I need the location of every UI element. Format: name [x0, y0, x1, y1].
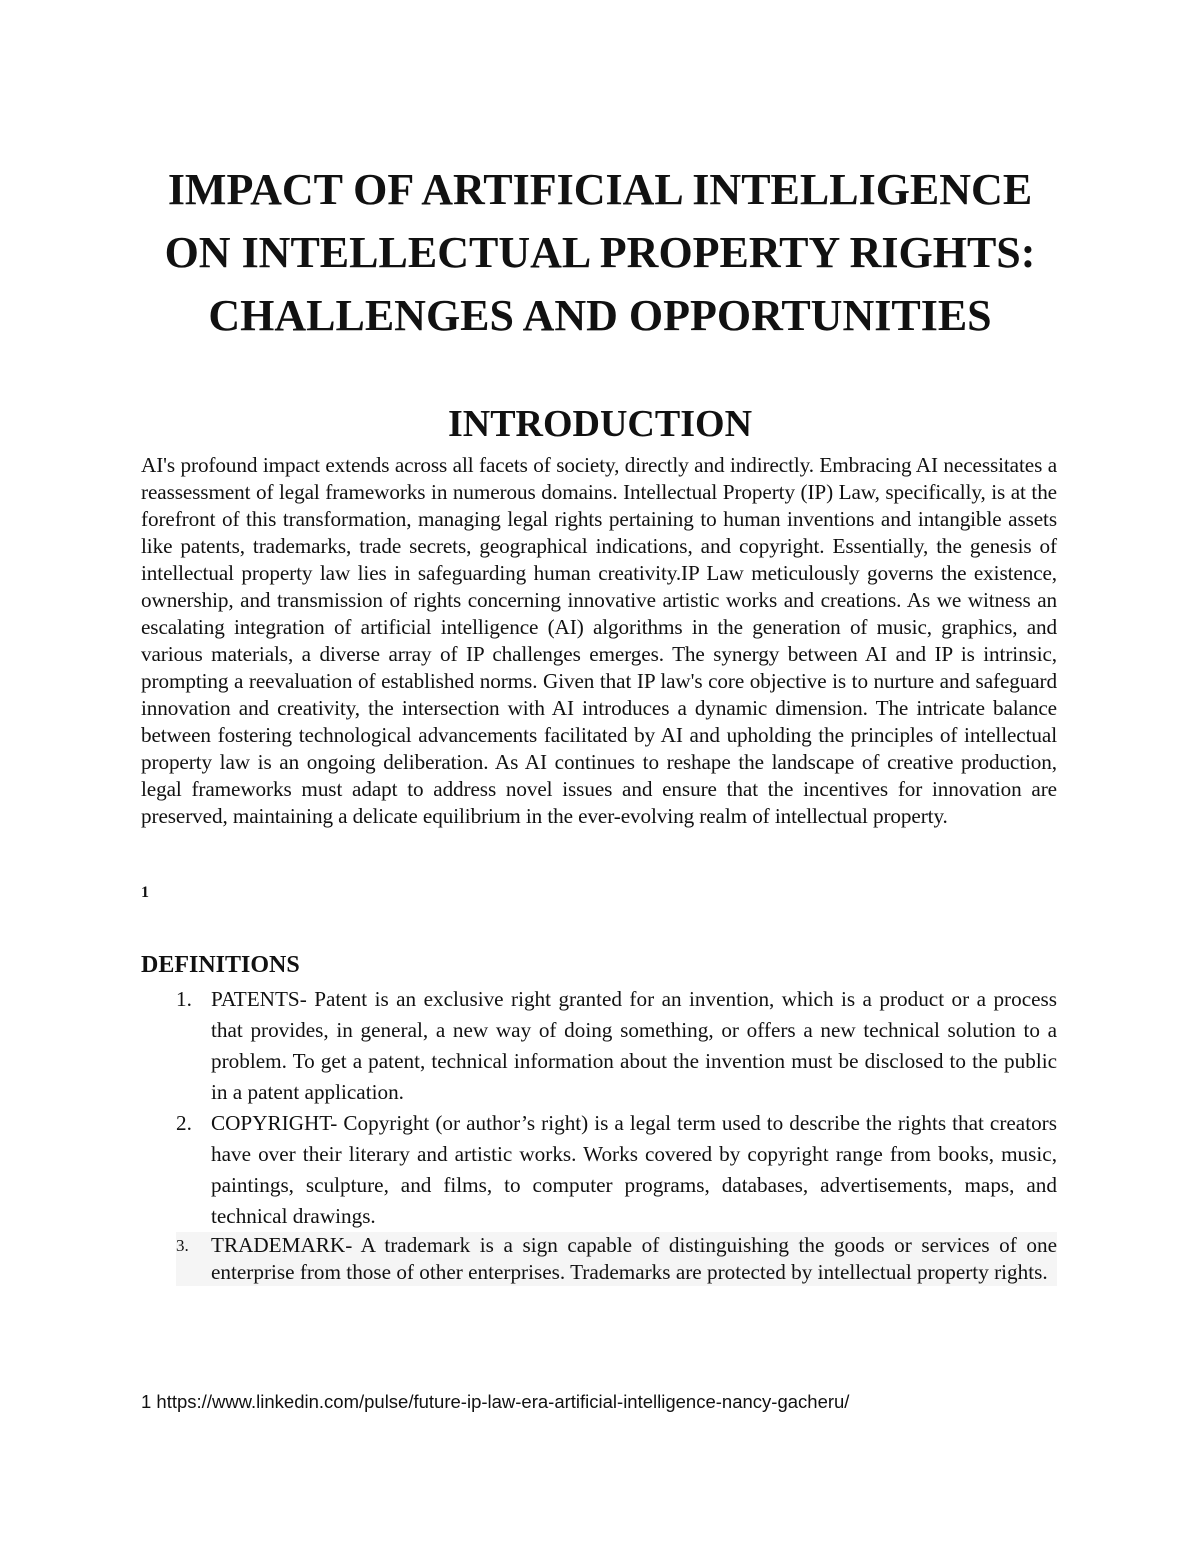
list-number: 3. [176, 1236, 189, 1255]
definition-text: TRADEMARK- A trademark is a sign capable of distinguishing the goods or services of one enterprise from those of other enterprises. Trademarks are protected by intellectual property rights. [211, 1233, 1057, 1284]
introduction-heading: INTRODUCTION [447, 403, 753, 445]
list-number: 2. [176, 1111, 192, 1135]
title-line: IMPACT OF ARTIFICIAL INTELLIGENCE [167, 165, 1033, 214]
definition-item-trademark [176, 1232, 1057, 1286]
definitions-list [141, 984, 1057, 1286]
definitions-heading: DEFINITIONS [141, 952, 300, 978]
title-line: ON INTELLECTUAL PROPERTY RIGHTS: [164, 228, 1036, 277]
footnote: 1 https://www.linkedin.com/pulse/future-ip-law-era-artificial-intelligence-nancy-gacheru/ [141, 1391, 850, 1412]
introduction-paragraph: AI's profound impact extends across all facets of society, directly and indirectly. Embracing AI necessitates a reassessment of legal frameworks in numerous domains. Intellectual Property (IP) Law, specifically, is at the forefront of this transformation, managing legal rights pertaining to human inventions and intangible assets like patents, trademarks, trade secrets, geographical indications, and copyright. Essentially, the genesis of intellectual property law lies in safeguarding human creativity.IP Law meticulously governs the existence, ownership, and transmission of rights concerning innovative artistic works and creations. As we witness an escalating integration of artificial intelligence (AI) algorithms in the generation of music, graphics, and various materials, a diverse array of IP challenges emerges. The synergy between AI and IP is intrinsic, prompting a reevaluation of established norms. Given that IP law's core objective is to nurture and safeguard innovation and creativity, the intersection with AI introduces a dynamic dimension. The intricate balance between fostering technological advancements facilitated by AI and upholding the principles of intellectual property law is an ongoing deliberation. As AI continues to reshape the landscape of creative production, legal frameworks must adapt to address novel issues and ensure that the incentives for innovation are preserved, maintaining a delicate equilibrium in the ever-evolving realm of intellectual property. [141, 453, 1057, 828]
definition-text: PATENTS- Patent is an exclusive right granted for an invention, which is a product or a process that provides, in general, a new way of doing something, or offers a new technical solution to a problem. To get a patent, technical information about the invention must be disclosed to the public in a patent application. [211, 987, 1057, 1104]
definition-item-copyright [141, 1108, 1057, 1232]
definition-text: COPYRIGHT- Copyright (or author’s right) is a legal term used to describe the rights that creators have over their literary and artistic works. Works covered by copyright range from books, music, paintings, sculpture, and films, to computer programs, databases, advertisements, maps, and technical drawings. [211, 1111, 1057, 1228]
title-line: CHALLENGES AND OPPORTUNITIES [208, 291, 992, 340]
document-title [100, 158, 1100, 347]
footnote-reference: 1 [141, 884, 149, 901]
definition-item-patents [141, 984, 1057, 1108]
list-number: 1. [176, 987, 192, 1011]
